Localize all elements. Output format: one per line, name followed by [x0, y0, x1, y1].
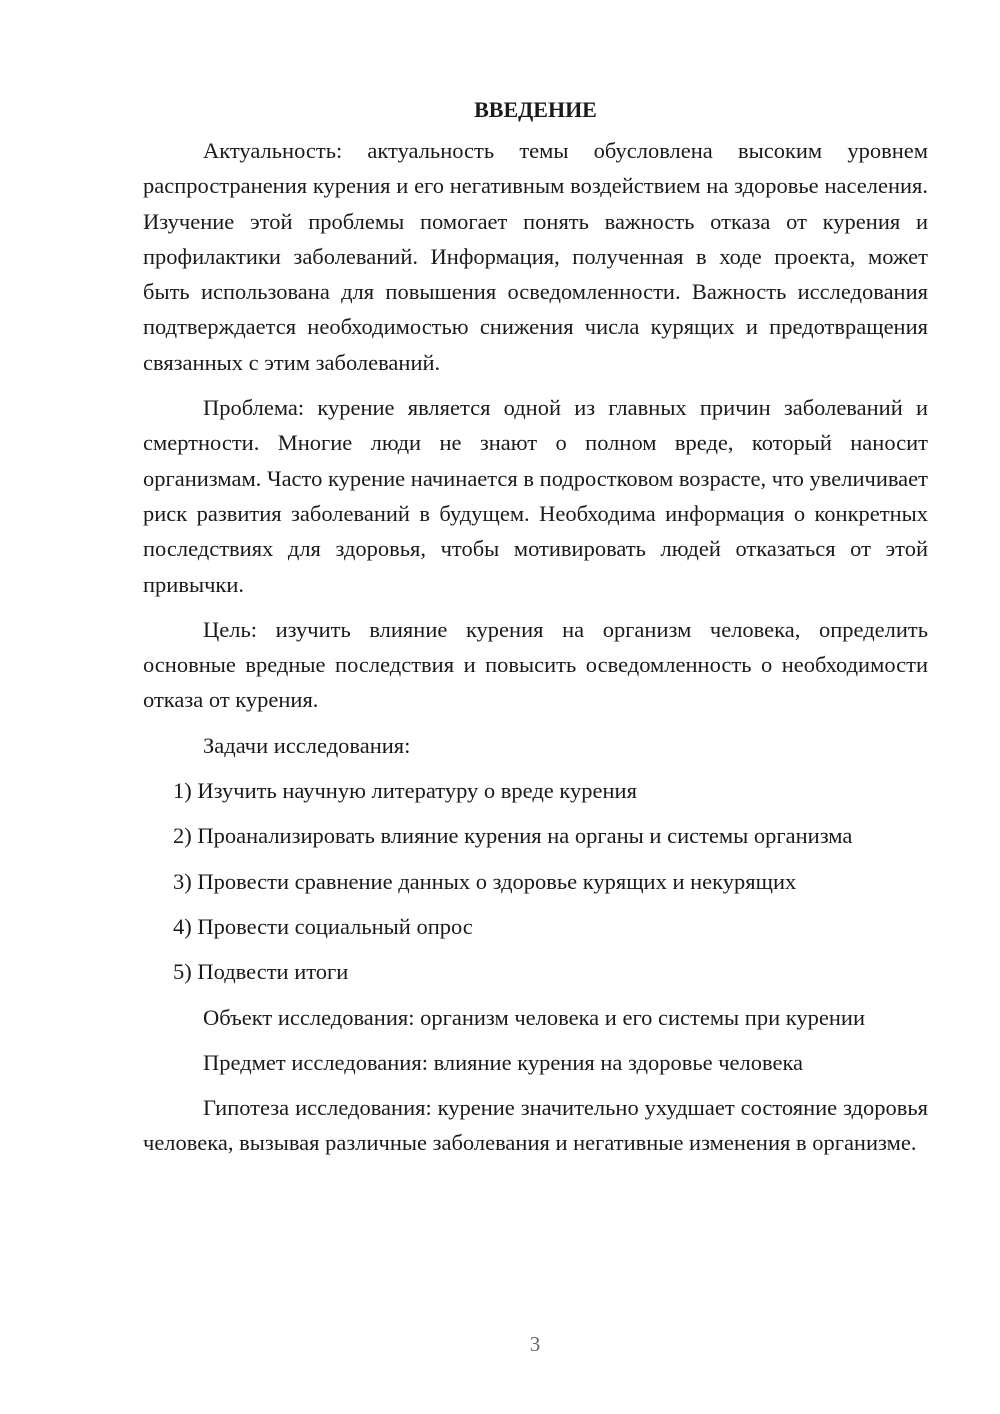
paragraph-problem: Проблема: курение является одной из главных причин заболеваний и смертности. Многие люди не знают о полном вреде, который наносит организмам. Часто курение начинается в подростковом возрасте, что увеличивает риск развития заболеваний в будущем. Необходима информация о конкретных последствиях для здоровья, чтобы мотивировать людей отказаться от этой привычки. — [143, 395, 928, 597]
list-item: 3) Провести сравнение данных о здоровье курящих и некурящих — [173, 868, 797, 894]
paragraph-goal: Цель: изучить влияние курения на организм человека, определить основные вредные последствия и повысить осведомленность о необходимости отказа от курения. — [143, 616, 928, 713]
tasks-heading: Задачи исследования: — [203, 732, 411, 758]
list-item: 5) Подвести итоги — [173, 959, 349, 985]
page-number: 3 — [529, 1332, 541, 1356]
document-page — [143, 92, 928, 1171]
list-item: 4) Провести социальный опрос — [173, 913, 473, 939]
page-title: ВВЕДЕНИЕ — [474, 97, 597, 122]
list-item: 2) Проанализировать влияние курения на органы и системы организма — [173, 823, 853, 849]
tasks-list — [143, 773, 928, 989]
paragraph-object: Объект исследования: организм человека и его системы при курении — [203, 1004, 865, 1030]
paragraph-relevance: Актуальность: актуальность темы обусловлена высоким уровнем распространения курения и его негативным воздействием на здоровье населения. Изучение этой проблемы помогает понять важность отказа от курения и профилактики заболеваний. Информация, полученная в ходе проекта, может быть использована для повышения осведомленности. Важность исследования подтверждается необходимостью снижения числа курящих и предотвращения связанных с этим заболеваний. — [143, 138, 928, 375]
paragraph-hypothesis: Гипотеза исследования: курение значительно ухудшает состояние здоровья человека, вызывая различные заболевания и негативные изменения в организме. — [143, 1095, 928, 1156]
list-item: 1) Изучить научную литературу о вреде курения — [173, 778, 637, 804]
paragraph-subject: Предмет исследования: влияние курения на здоровье человека — [203, 1049, 804, 1075]
